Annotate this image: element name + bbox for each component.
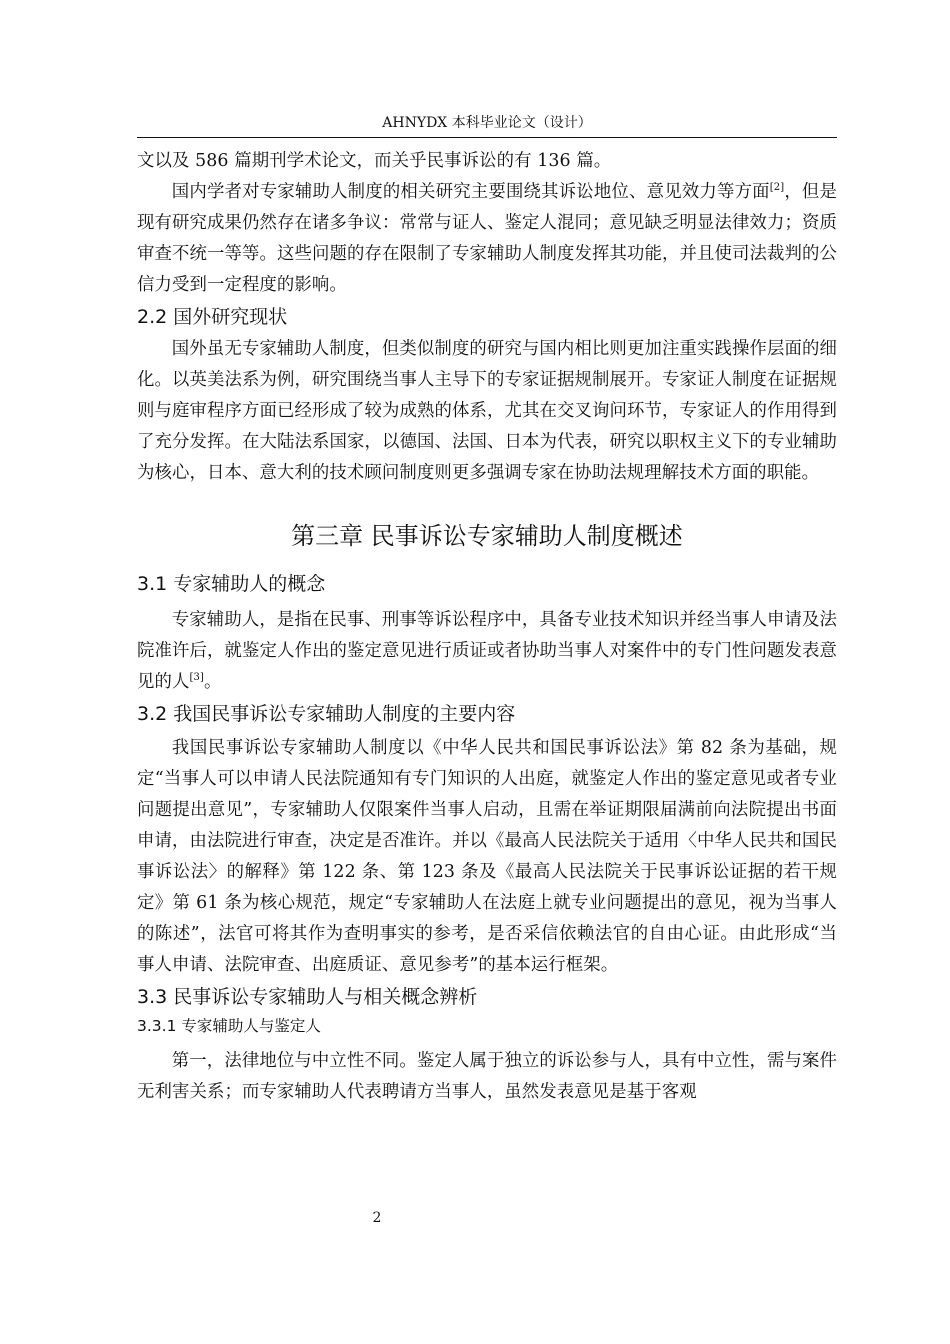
page-number: 2 [372, 1210, 382, 1226]
running-header: AHNYDX 本科毕业论文（设计） [382, 115, 592, 131]
header-rule [137, 137, 837, 138]
paragraph-domestic-research [137, 177, 837, 301]
subsection-heading-3-3-1: 3.3.1 专家辅助人与鉴定人 [137, 1017, 321, 1035]
paragraph-continuation: 文以及 586 篇期刊学术论文，而关乎民事诉讼的有 136 篇。 [137, 151, 612, 171]
citation-ref[interactable]: [2] [769, 182, 785, 193]
body-content [137, 146, 837, 1108]
citation-ref[interactable]: [3] [189, 672, 204, 683]
paragraph-text: 国内学者对专家辅助人制度的相关研究主要围绕其诉讼地位、意见效力等方面 [171, 182, 770, 202]
section-heading-2-2: 2.2 国外研究现状 [137, 306, 288, 328]
spacer [137, 554, 837, 568]
paragraph-main-content: 我国民事诉讼专家辅助人制度以《中华人民共和国民事诉讼法》第 82 条为基础，规定“当事人可以申请人民法院通知有专门知识的人出庭，就鉴定人作出的鉴定意见或者专业问题提出意见”，专家辅助人仅限案件当事人启动，且需在举证期限届满前向法院提出书面申请，由法院进行审查，决定是否准许。并以《最高人民法院关于适用〈中华人民共和国民事诉讼法〉的解释》第 122 条、第 123 条及《最高人民法院关于民事诉讼证据的若干规定》第 61 条为核心规范，规定“专家辅助人在法庭上就专业问题提出的意见，视为当事人的陈述”，法官可将其作为查明事实的参考，是否采信依赖法官的自由心证。由此形成“当事人申请、法院审查、出庭质证、意见参考”的基本运行框架。 [137, 738, 837, 975]
spacer [137, 489, 837, 518]
paragraph-foreign-research: 国外虽无专家辅助人制度，但类似制度的研究与国内相比则更加注重实践操作层面的细化。以英美法系为例，研究围绕当事人主导下的专家证据规制展开。专家证人制度在证据规则与庭审程序方面已经形成了较为成熟的体系，尤其在交叉询问环节，专家证人的作用得到了充分发挥。在大陆法系国家，以德国、法国、日本为代表，研究以职权主义下的专业辅助为核心，日本、意大利的技术顾问制度则更多强调专家在协助法规理解技术方面的职能。 [137, 339, 837, 483]
paragraph-text: ，但是现有研究成果仍然存在诸多争议：常常与证人、鉴定人混同；意见缺乏明显法律效力；资质审查不统一等等。这些问题的存在限制了专家辅助人制度发挥其功能，并且使司法裁判的公信力受到一定程度的影响。 [137, 182, 837, 295]
chapter-title: 第三章 民事诉讼专家辅助人制度概述 [291, 522, 683, 550]
spacer [137, 1038, 837, 1046]
paragraph-text: 专家辅助人，是指在民事、刑事等诉讼程序中，具备专业技术知识并经当事人申请及法院准许后，就鉴定人作出的鉴定意见进行质证或者协助当事人对案件中的专门性问题发表意见的人 [137, 610, 837, 692]
paragraph-concept [137, 605, 837, 698]
section-heading-3-2: 3.2 我国民事诉讼专家辅助人制度的主要内容 [137, 703, 516, 725]
paragraph-text: 。 [203, 672, 222, 692]
section-heading-3-1: 3.1 专家辅助人的概念 [137, 573, 326, 595]
section-heading-3-3: 3.3 民事诉讼专家辅助人与相关概念辨析 [137, 986, 478, 1008]
paragraph-comparison: 第一，法律地位与中立性不同。鉴定人属于独立的诉讼参与人，具有中立性，需与案件无利害关系；而专家辅助人代表聘请方当事人，虽然发表意见是基于客观 [137, 1051, 837, 1102]
